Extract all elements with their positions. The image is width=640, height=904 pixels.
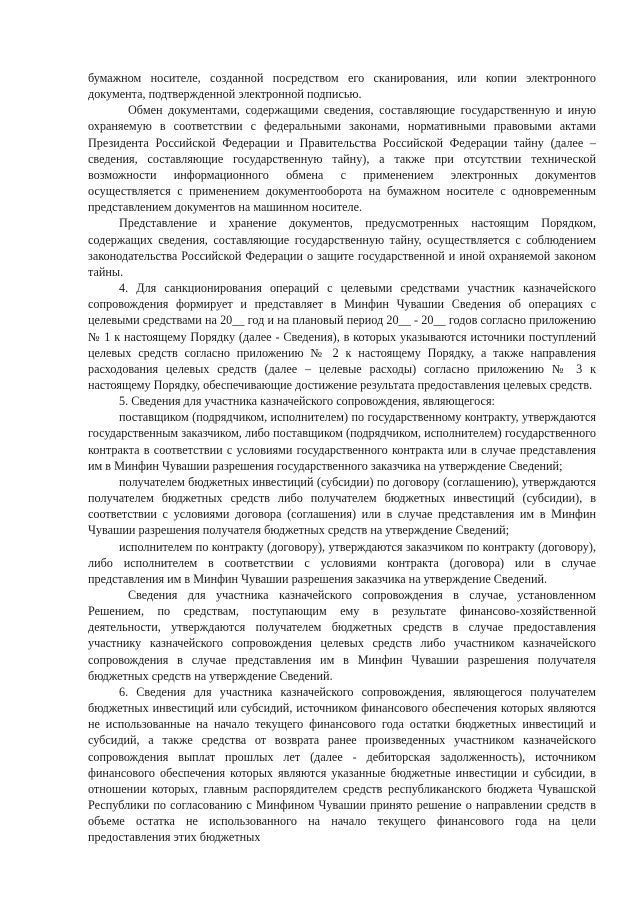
document-page	[88, 70, 596, 846]
paragraph-investment-recipient: получателем бюджетных инвестиций (субсидии) по договору (соглашению), утверждаются получателем бюджетных средств либо получателем бюджетных инвестиций (субсидии), в соответствии с условиями договора (соглашения) или в случае представления им в Минфин Чувашии разрешения получателя бюджетных средств на утверждение Сведений;	[88, 474, 596, 538]
paragraph-item-6: 6. Сведения для участника казначейского сопровождения, являющегося получателем бюджетных инвестиций или субсидий, источником финансового обеспечения которых являются не использованные на начало текущего финансового года остатки бюджетных инвестиций и субсидий, а также средства от возврата ранее произведенных участником казначейского сопровождения выплат прошлых лет (далее - дебиторская задолженность), источником финансового обеспечения которых являются указанные бюджетные инвестиции и субсидии, в отношении которых, главным распорядителем средств республиканского бюджета Чувашской Республики по согласованию с Минфином Чувашии принято решение о направлении средств в объеме остатка не использованного на начало текущего финансового года на цели предоставления этих бюджетных	[88, 684, 596, 845]
paragraph-item-5: 5. Сведения для участника казначейского сопровождения, являющегося:	[119, 394, 495, 409]
paragraph-storage: Представление и хранение документов, предусмотренных настоящим Порядком, содержащих сведения, составляющие государственную тайну, осуществляется с соблюдением законодательства Российской Федерации о защите государственной и иной охраняемой законом тайны.	[88, 216, 596, 279]
paragraph-supplier: поставщиком (подрядчиком, исполнителем) по государственному контракту, утверждаются государственным заказчиком, либо поставщиком (подрядчиком, исполнителем) государственного контракта в соответствии с условиями государственного контракта или в случае представления им в Минфин Чувашии разрешения государственного заказчика на утверждение Сведений;	[88, 410, 596, 473]
paragraph-contractor: исполнителем по контракту (договору), утверждаются заказчиком по контракту (договору), либо исполнителем в соответствии с условиями контракта (договора) или в случае представления им в Минфин Чувашии разрешения заказчика на утверждение Сведений.	[88, 539, 596, 586]
paragraph-item-4: 4. Для санкционирования операций с целевыми средствами участник казначейского сопровождения формирует и представляет в Минфин Чувашии Сведения об операциях с целевыми средствами на 20__ год и на плановый период 20__ - 20__ годов согласно приложению № 1 к настоящему Порядку (далее - Сведения), в которых указываются источники поступлений целевых средств согласно приложению № 2 к настоящему Порядку, а также направления расходования целевых средств (далее – целевые расходы) согласно приложению № 3 к настоящему Порядку, обеспечивающие достижение результата предоставления целевых средств.	[88, 281, 596, 392]
paragraph-financial-activity: Сведения для участника казначейского сопровождения в случае, установленном Решением, по средствам, поступающим ему в результате финансово-хозяйственной деятельности, утверждаются получателем бюджетных средств в случае предоставления участнику казначейского сопровождения целевых средств либо участником казначейского сопровождения в случае представления им в Минфин Чувашии разрешения получателя бюджетных средств на утверждение Сведений.	[88, 588, 596, 683]
paragraph-exchange-secret: Обмен документами, содержащими сведения, составляющие государственную и иную охраняемую в соответствии с федеральными законами, нормативными правовыми актами Президента Российской Федерации и Правительства Российской Федерации тайну (далее – сведения, составляющие государственную тайну), а также при отсутствии технической возможности информационного обмена с применением электронных документов осуществляется с применением документооборота на бумажном носителе с одновременным представлением документов на машинном носителе.	[88, 103, 596, 215]
paragraph-continuation: бумажном носителе, созданной посредством его сканирования, или копии электронного документа, подтвержденной электронной подписью.	[88, 71, 596, 102]
